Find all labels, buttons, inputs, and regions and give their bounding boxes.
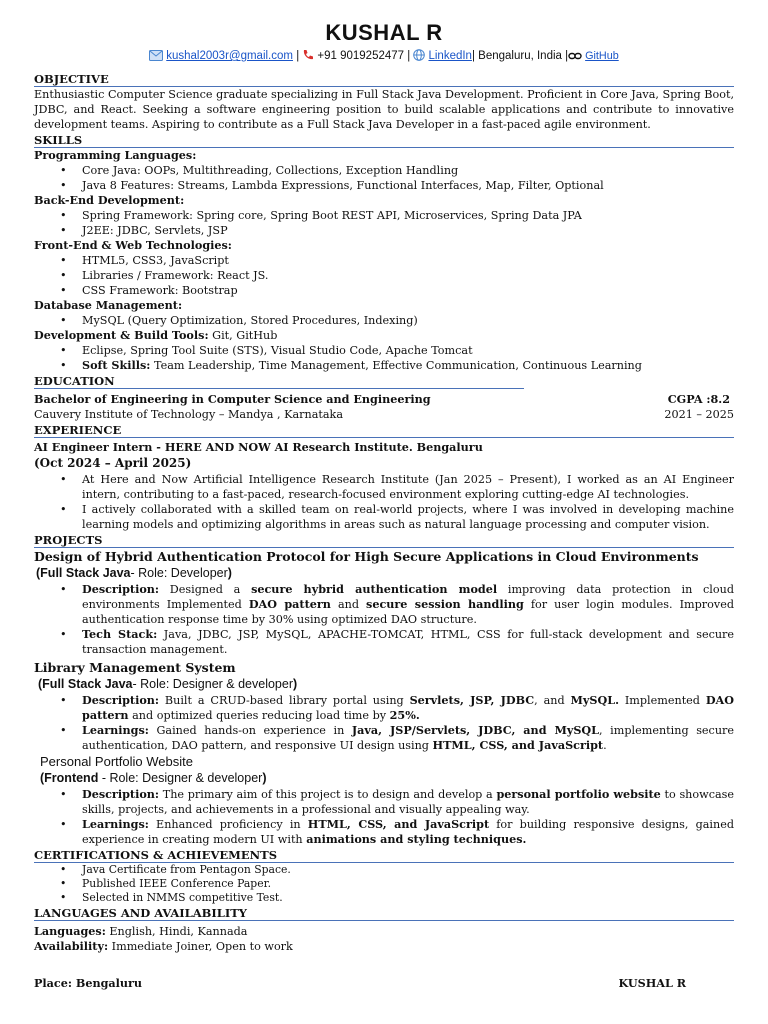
contact-line (34, 48, 734, 66)
cgpa: CGPA :8.2 (667, 392, 730, 406)
github-link[interactable]: GitHub (585, 50, 619, 62)
availability-line: Availability: Immediate Joiner, Open to work (34, 939, 293, 953)
project-title: Library Management System (34, 660, 236, 675)
list-item: • Java 8 Features: Streams, Lambda Expressions, Functional Interfaces, Map, Filter, Optional (82, 178, 734, 193)
list-item (82, 358, 734, 373)
place: Place: Bengaluru (34, 976, 143, 990)
list-item: • I actively collaborated with a skilled team on real-world projects, where I was involved in developing machine learning models and optimizing algorithms in areas such as natural language processing and computer vision. (82, 502, 734, 532)
project-role: (Full Stack Java- Role: Designer & developer) (38, 677, 298, 691)
certifications-heading: CERTIFICATIONS & ACHIEVEMENTS (34, 848, 734, 863)
project-role: (Full Stack Java- Role: Developer) (36, 566, 232, 580)
languages-line: Languages: English, Hindi, Kannada (34, 924, 248, 938)
globe-icon (413, 49, 425, 66)
experience-role: AI Engineer Intern - HERE AND NOW AI Research Institute. Bengaluru (34, 440, 483, 454)
phone-icon (302, 49, 314, 66)
objective-heading: OBJECTIVE (34, 72, 734, 87)
education-years: 2021 – 2025 (664, 408, 734, 421)
skill-group-label: Front-End & Web Technologies: (34, 238, 232, 252)
list-item: • Eclipse, Spring Tool Suite (STS), Visual Studio Code, Apache Tomcat (82, 343, 734, 358)
phone-number: +91 9019252477 (317, 50, 405, 62)
list-item: • Learnings: Enhanced proficiency in HTML, CSS, and JavaScript for building responsive designs, gained experience in creating modern UI with animations and styling techniques. (82, 817, 734, 847)
list-item: • Libraries / Framework: React JS. (82, 268, 734, 283)
list-item: • Selected in NMMS competitive Test. (82, 891, 734, 905)
list-item: • At Here and Now Artificial Intelligence Research Institute (Jan 2025 – Present), I worked as an AI Engineer intern, contributing to a fast-paced, research-focused environment exploring cutting-edge AI technologies. (82, 472, 734, 502)
list-item: • HTML5, CSS3, JavaScript (82, 253, 734, 268)
separator: | (407, 50, 411, 62)
degree: Bachelor of Engineering in Computer Science and Engineering (34, 392, 431, 406)
separator: | (471, 50, 475, 62)
list-item: • Published IEEE Conference Paper. (82, 877, 734, 891)
skill-group-label: Programming Languages: (34, 148, 197, 162)
devtools-line (34, 328, 734, 343)
signature: KUSHAL R (618, 976, 686, 990)
soft-skills-value: Team Leadership, Time Management, Effective Communication, Continuous Learning (150, 359, 642, 372)
languages-heading: LANGUAGES AND AVAILABILITY (34, 906, 734, 921)
list-item: • MySQL (Query Optimization, Stored Procedures, Indexing) (82, 313, 734, 328)
project-title: Design of Hybrid Authentication Protocol for High Secure Applications in Cloud Environments (34, 549, 699, 564)
project-role: (Frontend - Role: Designer & developer) (40, 771, 267, 785)
list-item: • J2EE: JDBC, Servlets, JSP (82, 223, 734, 238)
list-item: • Description: The primary aim of this project is to design and develop a personal portfolio website to showcase skills, projects, and achievements in a professional and visually appealing way. (82, 787, 734, 817)
candidate-name: KUSHAL R (325, 20, 443, 45)
email-link[interactable]: kushal2003r@gmail.com (166, 50, 293, 62)
devtools-value: Git, GitHub (208, 329, 278, 342)
soft-skills-label: Soft Skills: (82, 358, 151, 372)
skill-group-label: Database Management: (34, 298, 183, 312)
link-icon (568, 50, 582, 66)
list-item: • Description: Built a CRUD-based library portal using Servlets, JSP, JDBC, and MySQL. Implemented DAO pattern and optimized queries reducing load time by 25%. (82, 693, 734, 723)
education-heading: EDUCATION (34, 374, 524, 389)
devtools-label: Development & Build Tools: (34, 328, 209, 342)
list-item: • Learnings: Gained hands-on experience in Java, JSP/Servlets, JDBC, and MySQL, implementing secure authentication, DAO pattern, and responsive UI design using HTML, CSS, and JavaScript. (82, 723, 734, 753)
list-item: • Description: Designed a secure hybrid authentication model improving data protection in cloud environments Implemented DAO pattern and secure session handling for user login modules. Improved authentication response time by 30% using optimized DAO structure. (82, 582, 734, 627)
list-item: • CSS Framework: Bootstrap (82, 283, 734, 298)
project-title: Personal Portfolio Website (40, 754, 193, 769)
list-item: • Tech Stack: Java, JDBC, JSP, MySQL, APACHE-TOMCAT, HTML, CSS for full-stack development and secure transaction management. (82, 627, 734, 657)
experience-heading: EXPERIENCE (34, 423, 734, 438)
separator: | (296, 50, 300, 62)
separator: | (565, 50, 569, 62)
experience-dates: (Oct 2024 – April 2025) (34, 456, 192, 470)
objective-text: Enthusiastic Computer Science graduate specializing in Full Stack Java Development. Proficient in Core Java, Spring Boot, JDBC, and React. Seeking a software engineering position to build scalable applications and contribute to innovative development teams. Aspiring to contribute as a Full Stack Java Developer in a fast-paced agile environment. (34, 88, 734, 131)
list-item: • Spring Framework: Spring core, Spring Boot REST API, Microservices, Spring Data JPA (82, 208, 734, 223)
email-icon (149, 50, 163, 66)
institute: Cauvery Institute of Technology – Mandya , Karnataka (34, 408, 343, 421)
projects-heading: PROJECTS (34, 533, 734, 548)
footer (34, 976, 686, 991)
list-item: • Core Java: OOPs, Multithreading, Collections, Exception Handling (82, 163, 734, 178)
skills-heading: SKILLS (34, 133, 734, 148)
location: Bengaluru, India (478, 50, 562, 62)
education-row (34, 407, 734, 422)
list-item: • Java Certificate from Pentagon Space. (82, 863, 734, 877)
skill-group-label: Back-End Development: (34, 193, 185, 207)
linkedin-link[interactable]: LinkedIn (428, 50, 472, 62)
education-row (34, 392, 734, 407)
